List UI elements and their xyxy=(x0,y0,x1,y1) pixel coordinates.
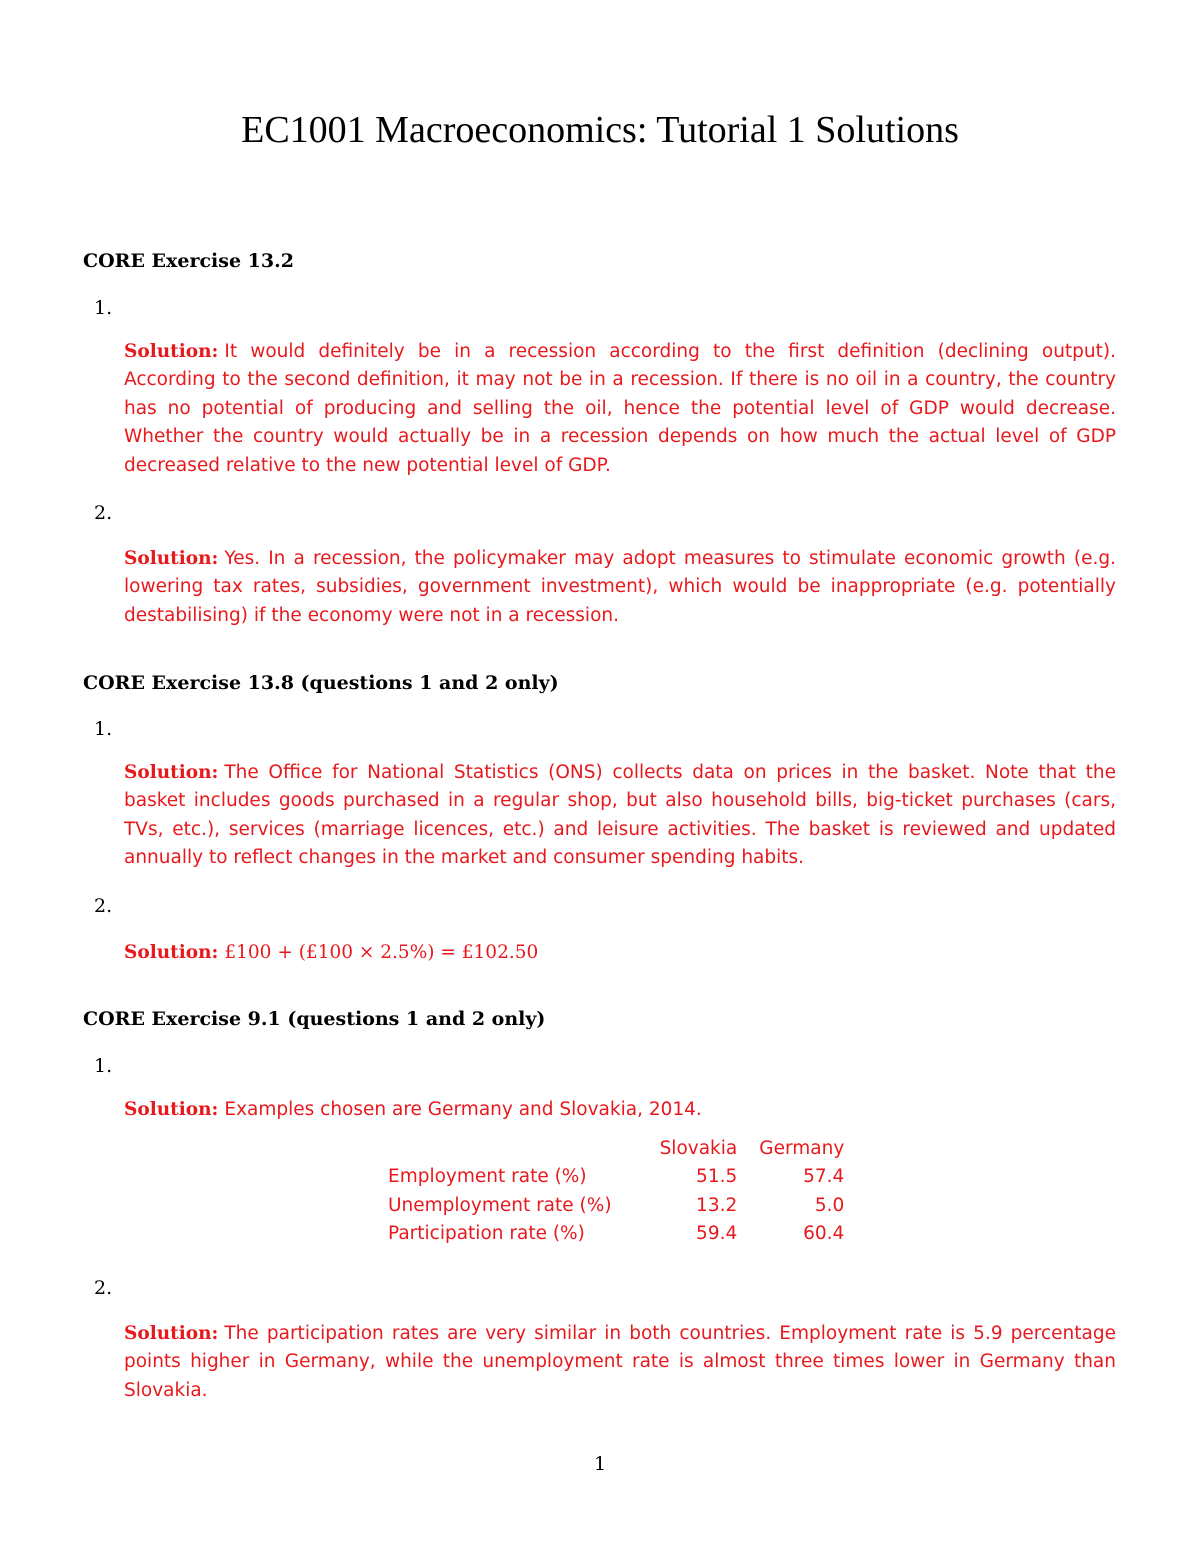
column-header-germany: Germany xyxy=(759,1138,845,1159)
cell-germany: 57.4 xyxy=(803,1166,845,1188)
item-number: 1. xyxy=(94,718,113,740)
row-label: Unemployment rate (%) xyxy=(388,1194,612,1216)
column-header-slovakia: Slovakia xyxy=(659,1138,738,1159)
solution-label: Solution: xyxy=(124,341,219,362)
table-header-row xyxy=(380,1135,852,1163)
solution-13-2-1 xyxy=(124,338,1116,480)
cell-slovakia: 59.4 xyxy=(696,1223,738,1245)
solution-label: Solution: xyxy=(124,548,219,569)
solution-label: Solution: xyxy=(124,1323,219,1344)
solution-13-2-2 xyxy=(124,545,1116,630)
solution-9-1-2 xyxy=(124,1320,1116,1405)
item-number: 2. xyxy=(94,1277,113,1299)
table-row xyxy=(380,1220,852,1248)
cell-slovakia: 51.5 xyxy=(696,1166,738,1188)
cell-germany: 5.0 xyxy=(814,1194,845,1216)
document-title: EC1001 Macroeconomics: Tutorial 1 Solutions xyxy=(241,109,959,151)
table-corner xyxy=(380,1135,652,1163)
item-number: 2. xyxy=(94,502,113,524)
cell-germany: 60.4 xyxy=(803,1223,845,1245)
solution-13-8-1 xyxy=(124,759,1116,873)
table-row xyxy=(380,1163,852,1191)
solution-formula: £100 + (£100 × 2.5%) = £102.50 xyxy=(224,942,539,963)
solution-text: The participation rates are very similar in both countries. Employment rate is 5.9 percentage points higher in Germany, while the unemployment rate is almost three times lower in Germany than Slovakia. xyxy=(124,1323,1116,1401)
cell-slovakia: 13.2 xyxy=(696,1194,738,1216)
section-heading-13-2: CORE Exercise 13.2 xyxy=(83,250,294,272)
solution-13-8-2 xyxy=(124,939,1116,967)
solution-text: It would definitely be in a recession according to the first definition (declining output). According to the second definition, it may not be in a recession. If there is no oil in a country, the country has no potential of producing and selling the oil, hence the potential level of GDP would decrease. Whether the country would actually be in a recession depends on how much the actual level of GDP decreased relative to the new potential level of GDP. xyxy=(124,341,1116,476)
labour-rates-table xyxy=(380,1135,852,1249)
solution-label: Solution: xyxy=(124,1099,219,1120)
item-number: 2. xyxy=(94,895,113,917)
row-label: Employment rate (%) xyxy=(388,1166,587,1188)
solution-text: Yes. In a recession, the policymaker may adopt measures to stimulate economic growth (e.g. lowering tax rates, subsidies, government investment), which would be inappropriate (e.g. potentially destabilising) if the economy were not in a recession. xyxy=(124,548,1116,626)
solution-9-1-1 xyxy=(124,1096,1116,1124)
page-number: 1 xyxy=(593,1453,607,1475)
table-row xyxy=(380,1192,852,1220)
section-heading-9-1: CORE Exercise 9.1 (questions 1 and 2 only) xyxy=(83,1008,546,1030)
item-number: 1. xyxy=(94,1055,113,1077)
section-heading-13-8: CORE Exercise 13.8 (questions 1 and 2 only) xyxy=(83,672,559,694)
item-number: 1. xyxy=(94,297,113,319)
solution-text: The Office for National Statistics (ONS) collects data on prices in the basket. Note that the basket includes goods purchased in a regular shop, but also household bills, big-ticket purchases (cars, TVs, etc.), services (marriage licences, etc.) and leisure activities. The basket is reviewed and updated annually to reflect changes in the market and consumer spending habits. xyxy=(124,762,1116,869)
solution-label: Solution: xyxy=(124,942,219,963)
solution-text: Examples chosen are Germany and Slovakia, 2014. xyxy=(224,1099,702,1120)
row-label: Participation rate (%) xyxy=(388,1223,585,1245)
solution-label: Solution: xyxy=(124,762,219,783)
